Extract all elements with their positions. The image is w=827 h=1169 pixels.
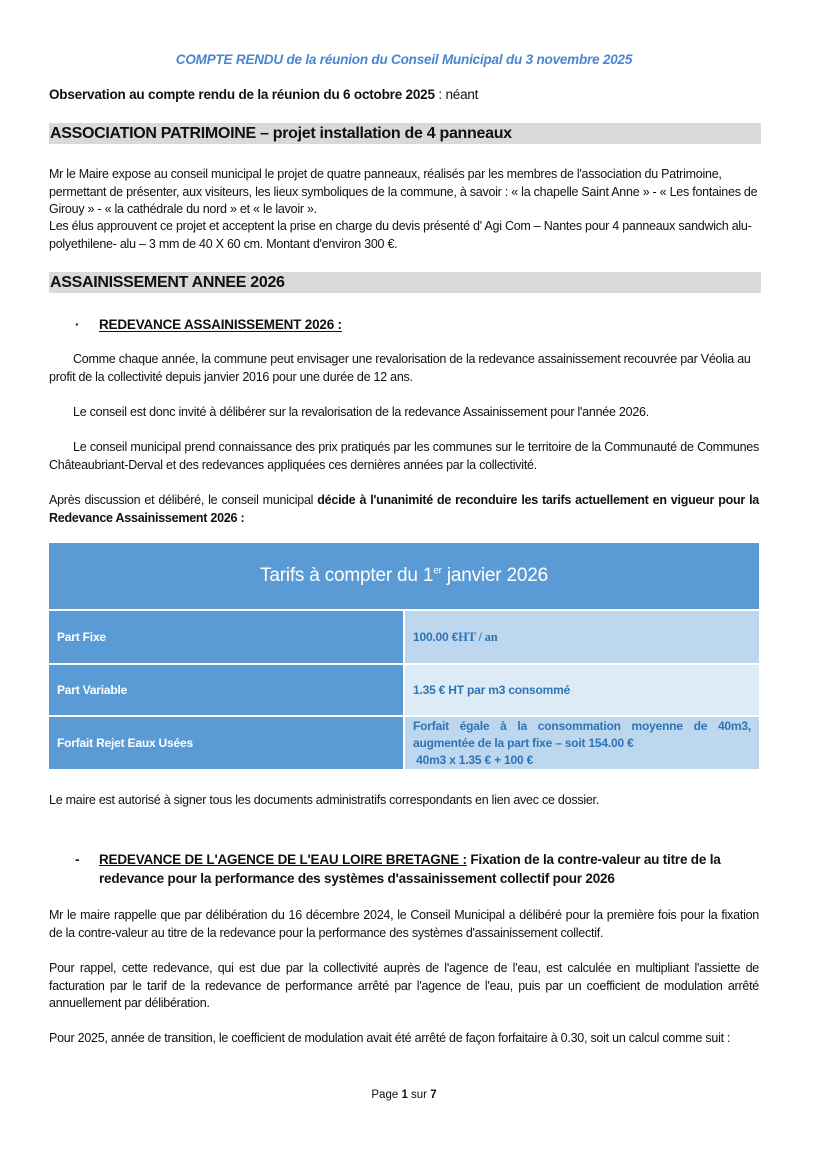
paragraph-decision — [49, 492, 759, 527]
section-heading-assainissement: ASSAINISSEMENT ANNEE 2026 — [49, 272, 761, 293]
row-value-part-fixe: 100.00 €HT / an — [404, 610, 759, 664]
page-total: 7 — [430, 1089, 437, 1101]
row-label-part-fixe: Part Fixe — [49, 610, 404, 664]
subsection-heading-agence-eau — [75, 850, 765, 888]
paragraph-patrimoine-devis: Les élus approuvent ce projet et acceptent la prise en charge du devis présenté d' Agi Com – Nantes pour 4 panneaux sandwich alu-polyethilene- alu – 3 mm de 40 X 60 cm. Montant d'environ 300 €. — [49, 219, 752, 251]
bullet-icon: · — [75, 317, 80, 332]
tarifs-table — [49, 543, 759, 769]
subsection-title: REDEVANCE ASSAINISSEMENT 2026 : — [99, 317, 342, 332]
paragraph-calcul-redevance: Pour rappel, cette redevance, qui est due par la collectivité auprès de l'agence de l'eau, est calculée en multipliant l'assiette de facturation par le tarif de la redevance de performance arrêté par l'agence de l'eau, puis par un coefficient de modulation arrêté annuellement par délibération. — [49, 961, 759, 1010]
paragraph-rappel-deliberation: Mr le maire rappelle que par délibération du 16 décembre 2024, le Conseil Municipal a délibéré pour la première fois pour la fixation de la contre-valeur au titre de la redevance pour la performance des systèmes d'assainissement collectif. — [49, 908, 759, 940]
paragraph-annee-transition: Pour 2025, année de transition, le coefficient de modulation avait été arrêté de façon forfaitaire à 0.30, soit un calcul comme suit : — [49, 1031, 731, 1045]
subsection-title-rest: Fixation de la contre-valeur au titre de la redevance pour la performance des systèmes d'assainissement collectif pour 2026 — [99, 852, 721, 886]
tarifs-table-header: Tarifs à compter du 1er janvier 2026 — [49, 543, 759, 610]
table-row — [49, 610, 759, 664]
paragraph-maire-autorise: Le maire est autorisé à signer tous les documents administratifs correspondants en lien avec ce dossier. — [49, 793, 599, 807]
paragraph-prix-pratiques: Le conseil municipal prend connaissance des prix pratiqués par les communes sur le territoire de la Communauté de Communes Châteaubriant-Derval et des redevances appliquées ces dernières années par la collectivité. — [49, 440, 759, 472]
document-title: COMPTE RENDU de la réunion du Conseil Municipal du 3 novembre 2025 — [175, 52, 633, 67]
page-footer: Page 1 sur 7 — [371, 1089, 437, 1101]
paragraph-conseil-invite: Le conseil est donc invité à délibérer sur la revalorisation de la redevance Assainissement pour l'année 2026. — [73, 405, 649, 419]
subsection-title: REDEVANCE DE L'AGENCE DE L'EAU LOIRE BRETAGNE : — [99, 852, 467, 867]
observation-value: : néant — [434, 87, 479, 102]
table-row — [49, 664, 759, 716]
decision-bold: décide à l'unanimité de reconduire les tarifs actuellement en vigueur pour la Redevance Assainissement 2026 : — [49, 493, 759, 525]
row-value-part-variable: 1.35 € HT par m3 consommé — [404, 664, 759, 716]
section-heading-patrimoine: ASSOCIATION PATRIMOINE – projet installation de 4 panneaux — [49, 123, 761, 144]
bullet-icon: - — [75, 852, 80, 867]
row-label-forfait-rejet: Forfait Rejet Eaux Usées — [49, 716, 404, 769]
observation-label: Observation au compte rendu de la réunion du 6 octobre 2025 — [49, 87, 435, 102]
row-label-part-variable: Part Variable — [49, 664, 404, 716]
paragraph-revalorisation: Comme chaque année, la commune peut envisager une revalorisation de la redevance assainissement recouvrée par Véolia au profit de la collectivité depuis janvier 2016 pour une durée de 12 ans. — [49, 352, 751, 384]
subsection-heading-redevance-assainissement — [75, 317, 342, 332]
decision-plain: Après discussion et délibéré, le conseil municipal — [49, 493, 318, 507]
observation-line — [49, 87, 478, 102]
page-current: 1 — [401, 1089, 408, 1101]
table-row — [49, 716, 759, 769]
row-value-forfait-rejet: Forfait égale à la consommation moyenne de 40m3, augmentée de la part fixe – soit 154.00 € 40m3 x 1.35 € + 100 € — [404, 716, 759, 769]
paragraph-patrimoine-expose: Mr le Maire expose au conseil municipal le projet de quatre panneaux, réalisés par les membres de l'association du Patrimoine, permettant de présenter, aux visiteurs, les lieux symboliques de la commune, à savoir : « la chapelle Saint Anne » - « Les fontaines de Girouy » - « la cathédrale du nord » et « le lavoir ». — [49, 167, 758, 216]
